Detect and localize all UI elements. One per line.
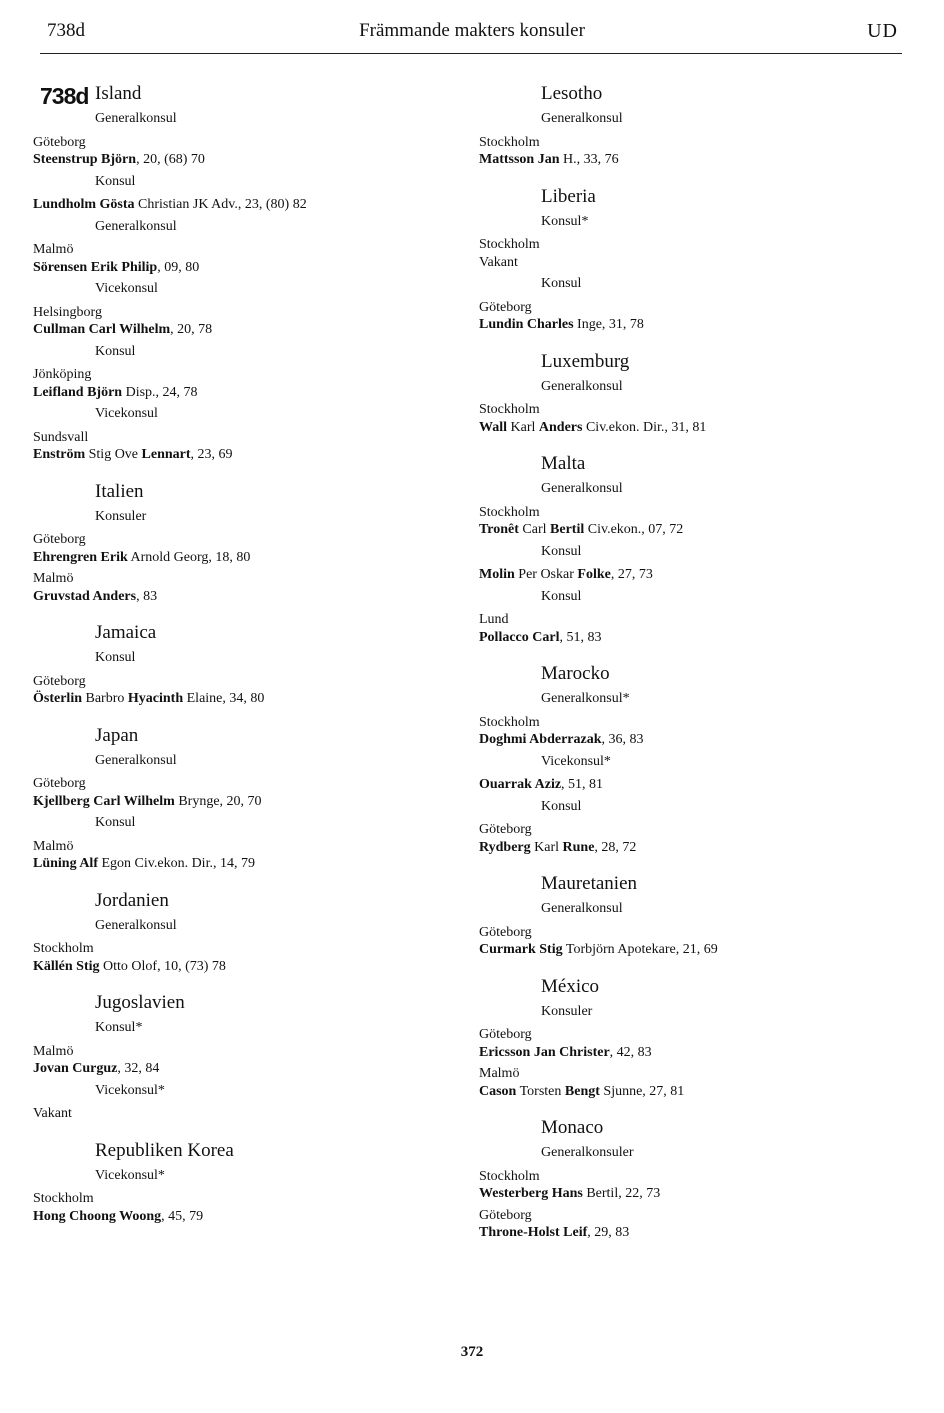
- consul-name: Cullman Carl Wilhelm: [33, 322, 171, 337]
- consul-details: , 45, 79: [161, 1208, 204, 1224]
- consul-entry: [479, 151, 899, 169]
- consul-details: Disp., 24, 78: [122, 384, 198, 400]
- consul-details: Egon Civ.ekon. Dir., 14, 79: [97, 856, 255, 871]
- country-section: [479, 872, 899, 959]
- consul-details: Torsten: [516, 1083, 565, 1099]
- country-heading: Italien: [95, 480, 144, 502]
- consul-entry: [33, 793, 453, 811]
- city-name: Göteborg: [33, 673, 86, 689]
- consul-details: Vakant: [33, 1106, 72, 1121]
- consul-name: Pollacco Carl: [479, 629, 560, 645]
- consul-rank: Generalkonsul: [541, 481, 623, 496]
- country-section: [33, 889, 453, 976]
- consul-name: Enström: [33, 447, 86, 462]
- consul-entry: [33, 446, 453, 464]
- city-name: Stockholm: [33, 941, 94, 956]
- consul-rank: Konsuler: [541, 1003, 593, 1019]
- consul-details: , 29, 83: [587, 1225, 630, 1240]
- consul-name: Ericsson Jan Christer: [479, 1044, 610, 1060]
- consul-entry: [479, 1224, 899, 1242]
- country-section: [33, 724, 453, 873]
- header-rule: [40, 53, 902, 54]
- consul-rank: Vicekonsul: [95, 406, 158, 421]
- consul-name: Lennart: [141, 447, 191, 462]
- consul-name: Rune: [562, 839, 595, 855]
- consul-name: Folke: [577, 567, 611, 582]
- consul-name: Bertil: [550, 522, 585, 537]
- city-name: Göteborg: [33, 532, 86, 547]
- country-section: [479, 185, 899, 334]
- consul-entry: [479, 941, 899, 959]
- consul-rank: Generalkonsul: [95, 111, 177, 126]
- consul-name: Sörensen Erik Philip: [33, 259, 158, 275]
- consul-rank: Generalkonsul: [95, 752, 177, 768]
- consul-rank: Konsul: [95, 650, 136, 665]
- consul-name: Throne-Holst Leif: [479, 1225, 588, 1240]
- city-name: Malmö: [33, 571, 74, 586]
- country-heading: Republiken Korea: [95, 1139, 234, 1161]
- consul-details: , 27, 73: [610, 567, 653, 582]
- country-section: [33, 82, 453, 464]
- consul-entry: [479, 776, 899, 794]
- city-name: Göteborg: [33, 134, 86, 150]
- country-section: [33, 480, 453, 606]
- consul-entry: [33, 1060, 453, 1078]
- right-column: [479, 82, 899, 1242]
- consul-details: , 42, 83: [609, 1044, 652, 1060]
- consul-name: Ehrengren Erik: [33, 549, 128, 565]
- city-name: Malmö: [33, 242, 74, 257]
- country-heading: Island: [95, 83, 142, 104]
- consul-entry: [479, 1044, 899, 1062]
- consul-name: Ouarrak Aziz: [479, 777, 562, 792]
- consul-entry: [33, 690, 453, 708]
- country-section: [479, 452, 899, 646]
- city-name: Lund: [479, 612, 509, 627]
- consul-details: , 32, 84: [117, 1061, 160, 1076]
- consul-entry: [33, 1105, 453, 1123]
- consul-details: Per Oskar: [514, 567, 578, 582]
- consul-name: Wall: [479, 419, 508, 435]
- consul-details: Otto Olof, 10, (73) 78: [99, 958, 226, 974]
- city-name: Stockholm: [479, 237, 540, 252]
- country-heading: México: [541, 975, 600, 997]
- country-section: [33, 991, 453, 1123]
- consul-entry: [479, 521, 899, 539]
- consul-details: , 51, 83: [559, 629, 602, 645]
- consul-details: Stig Ove: [85, 447, 142, 462]
- consul-rank: Konsul: [95, 343, 136, 359]
- consul-rank: Vicekonsul: [95, 281, 158, 296]
- consul-entry: [33, 958, 453, 976]
- consul-name: Kjellberg Carl Wilhelm: [33, 793, 175, 809]
- consul-rank: Vicekonsul*: [95, 1167, 165, 1183]
- country-heading: Jamaica: [95, 622, 157, 643]
- city-name: Helsingborg: [33, 304, 102, 320]
- city-name: Stockholm: [479, 402, 540, 417]
- city-name: Malmö: [33, 1043, 74, 1059]
- consul-name: Rydberg: [479, 839, 531, 855]
- consul-details: Civ.ekon., 07, 72: [584, 522, 684, 537]
- consul-rank: Vicekonsul*: [95, 1082, 165, 1098]
- consul-name: Doghmi Abderrazak: [479, 732, 602, 747]
- consul-rank: Generalkonsul: [541, 378, 623, 394]
- consul-entry: [33, 384, 453, 402]
- country-heading: Mauretanien: [541, 873, 638, 894]
- consul-details: , 51, 81: [561, 777, 604, 792]
- consul-rank: Generalkonsul*: [541, 691, 630, 706]
- consul-name: Lundholm Gösta: [33, 197, 135, 212]
- consul-details: Karl: [530, 839, 563, 855]
- consul-rank: Konsuler: [95, 508, 147, 524]
- consul-rank: Konsul: [541, 276, 582, 291]
- running-header-ministry: UD: [867, 20, 898, 42]
- consul-entry: [479, 316, 899, 334]
- consul-name: Cason: [479, 1083, 517, 1099]
- country-section: [33, 621, 453, 708]
- city-name: Göteborg: [33, 776, 86, 791]
- consul-rank: Vicekonsul*: [541, 753, 611, 769]
- consul-entry: [479, 254, 899, 272]
- consul-name: Curmark Stig: [479, 942, 563, 957]
- consul-rank: Generalkonsul: [95, 218, 177, 234]
- consul-entry: [479, 419, 899, 437]
- consul-name: Anders: [538, 419, 583, 435]
- city-name: Göteborg: [479, 299, 532, 315]
- consul-rank: Konsul: [95, 173, 136, 189]
- consul-details: Bertil, 22, 73: [582, 1186, 661, 1201]
- left-column: [33, 82, 453, 1225]
- consul-details: , 09, 80: [157, 259, 200, 275]
- city-name: Göteborg: [479, 1207, 532, 1223]
- consul-entry: [33, 196, 453, 214]
- city-name: Göteborg: [479, 1027, 532, 1042]
- consul-name: Westerberg Hans: [479, 1186, 583, 1201]
- consul-name: Gruvstad Anders: [33, 588, 137, 604]
- consul-name: Jovan Curguz: [33, 1061, 118, 1076]
- consul-rank: Generalkonsul: [95, 917, 177, 933]
- country-section: [479, 82, 899, 169]
- consul-entry: [479, 1083, 899, 1101]
- country-heading: Japan: [95, 724, 139, 746]
- city-name: Göteborg: [479, 924, 532, 940]
- country-section: [33, 1139, 453, 1226]
- consul-rank: Generalkonsul: [541, 901, 623, 916]
- city-name: Stockholm: [479, 714, 540, 730]
- consul-details: Carl: [518, 522, 551, 537]
- consul-rank: Konsul: [541, 588, 582, 604]
- running-header-section: 738d: [47, 20, 85, 41]
- consul-name: Mattsson Jan: [479, 152, 560, 167]
- consul-rank: Konsul: [95, 815, 136, 830]
- country-heading: Luxemburg: [541, 350, 630, 372]
- country-heading: Monaco: [541, 1117, 604, 1138]
- country-heading: Malta: [541, 453, 586, 474]
- consul-name: Lüning Alf: [33, 856, 98, 871]
- consul-name: Källén Stig: [33, 958, 100, 974]
- consul-entry: [33, 259, 453, 277]
- consul-details: Elaine, 34, 80: [183, 691, 265, 706]
- consul-details: Christian JK Adv., 23, (80) 82: [134, 197, 307, 212]
- consul-details: H., 33, 76: [559, 152, 619, 167]
- country-heading: Liberia: [541, 185, 596, 207]
- consul-entry: [33, 588, 453, 606]
- consul-details: , 83: [136, 588, 158, 604]
- consul-details: , 36, 83: [601, 732, 644, 747]
- consul-name: Hong Choong Woong: [33, 1208, 162, 1224]
- consul-details: Arnold Georg, 18, 80: [127, 549, 251, 565]
- city-name: Stockholm: [479, 504, 540, 520]
- consul-details: Inge, 31, 78: [573, 317, 644, 332]
- consul-entry: [479, 731, 899, 749]
- consul-entry: [33, 321, 453, 339]
- consul-entry: [479, 566, 899, 584]
- consul-details: Torbjörn Apotekare, 21, 69: [562, 942, 718, 957]
- consul-details: , 20, (68) 70: [136, 152, 205, 167]
- city-name: Stockholm: [479, 1168, 540, 1184]
- city-name: Göteborg: [479, 822, 532, 837]
- page-number: 372: [460, 1344, 484, 1360]
- city-name: Malmö: [33, 838, 74, 854]
- consul-name: Lundin Charles: [479, 317, 574, 332]
- consul-rank: Generalkonsuler: [541, 1145, 634, 1160]
- city-name: Malmö: [479, 1066, 520, 1081]
- country-heading: Jugoslavien: [95, 992, 185, 1013]
- running-header-title: Främmande makters konsuler: [359, 20, 585, 41]
- consul-entry: [33, 549, 453, 567]
- consul-entry: [479, 839, 899, 857]
- consul-name: Tronêt: [479, 522, 519, 537]
- consul-entry: [33, 151, 453, 169]
- country-heading: Marocko: [541, 663, 610, 684]
- consul-details: Vakant: [479, 254, 518, 270]
- consul-name: Leifland Björn: [33, 384, 123, 400]
- country-heading: Lesotho: [541, 83, 603, 104]
- consul-details: Barbro: [82, 691, 128, 706]
- consul-entry: [33, 855, 453, 873]
- country-section: [479, 1116, 899, 1242]
- consul-rank: Konsul: [541, 798, 582, 814]
- consul-details: , 23, 69: [190, 447, 233, 462]
- city-name: Stockholm: [479, 134, 540, 150]
- country-section: [479, 662, 899, 856]
- consul-rank: Konsul*: [541, 213, 589, 229]
- consul-name: Bengt: [564, 1083, 600, 1099]
- consul-details: , 20, 78: [170, 322, 213, 337]
- country-heading: Jordanien: [95, 889, 169, 911]
- consul-details: Sjunne, 27, 81: [599, 1083, 685, 1099]
- city-name: Jönköping: [33, 367, 92, 382]
- consul-name: Molin: [479, 567, 515, 582]
- city-name: Sundsvall: [33, 429, 89, 445]
- consul-rank: Konsul: [541, 543, 582, 559]
- consul-entry: [479, 629, 899, 647]
- country-section: [479, 350, 899, 437]
- city-name: Stockholm: [33, 1191, 94, 1206]
- consul-name: Österlin: [33, 691, 82, 706]
- consul-rank: Konsul*: [95, 1020, 143, 1035]
- consul-details: Brynge, 20, 70: [174, 793, 262, 809]
- consul-name: Hyacinth: [127, 691, 184, 706]
- consul-details: , 28, 72: [594, 839, 637, 855]
- consul-entry: [479, 1185, 899, 1203]
- country-section: [479, 975, 899, 1101]
- consul-details: Karl: [507, 419, 539, 435]
- consul-name: Steenstrup Björn: [33, 152, 137, 167]
- section-code: 738d: [40, 83, 89, 109]
- consul-entry: [33, 1208, 453, 1226]
- consul-details: Civ.ekon. Dir., 31, 81: [582, 419, 707, 435]
- consul-rank: Generalkonsul: [541, 111, 623, 126]
